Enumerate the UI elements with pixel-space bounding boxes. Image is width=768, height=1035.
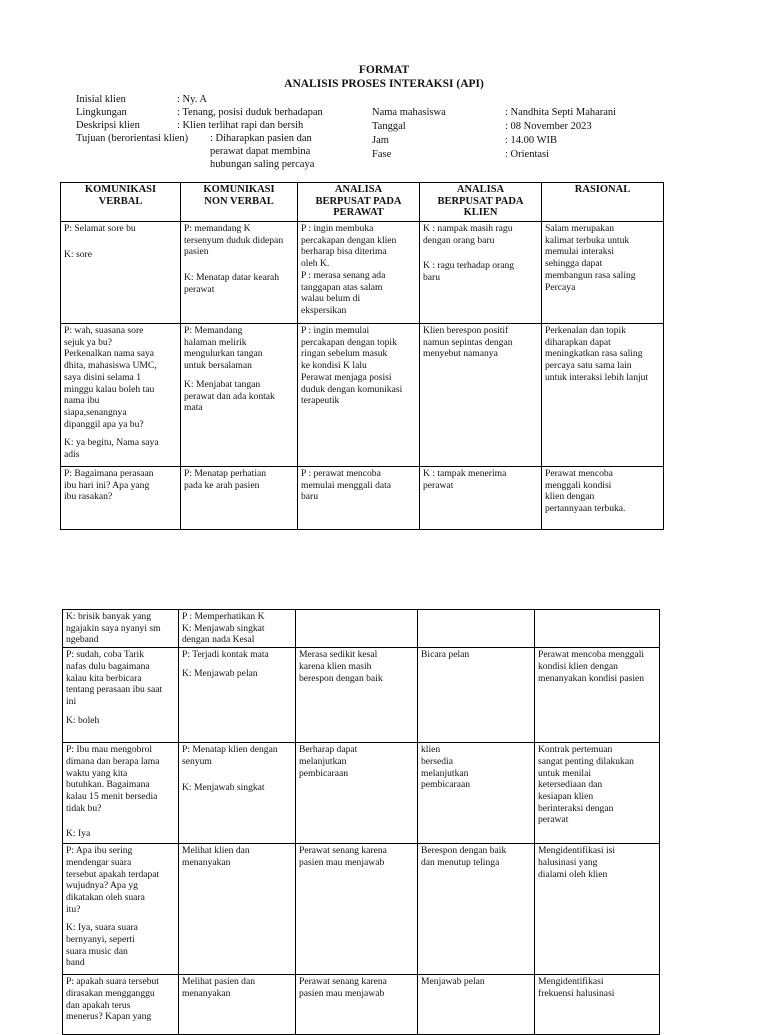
cell-line: nafas dulu bagaimana: [66, 660, 150, 672]
header-analisa-klien: [420, 183, 542, 222]
cell-line: suara music dan: [66, 945, 128, 957]
cell-line: perawat: [423, 479, 454, 491]
cell-line: P: sudah, coba Tarik: [66, 649, 145, 661]
cell-line: P: Apa ibu sering: [66, 845, 133, 857]
cell-verbal: [61, 222, 181, 324]
cell-line: P: Bagaimana perasaan: [64, 468, 154, 479]
cell-line: perawat: [184, 283, 215, 295]
cell-line: Merasa sedikit kesal: [299, 649, 378, 661]
cell-line: untuk menilai: [538, 767, 592, 779]
cell-line: dialami oleh klien: [538, 868, 608, 880]
cell-line: untuk interaksi lebih lanjut: [545, 371, 649, 383]
cell-line: dipanggil apa ya bu?: [64, 418, 144, 430]
cell-analisa-klien: [420, 222, 542, 324]
cell-line: menyebut namanya: [423, 348, 498, 360]
cell-line: P: Menatap perhatian: [184, 468, 267, 479]
header-line: ANALISA: [334, 184, 383, 195]
cell-line: ke kondisi K lalu: [301, 360, 367, 372]
cell-rasional: [535, 844, 660, 975]
cell-line: mendengar suara: [66, 856, 132, 868]
cell-line: perawat dan ada kontak: [184, 390, 275, 402]
cell-line: P : Memperhatikan K: [182, 611, 265, 622]
cell-line: dirasakan mengganggu: [66, 987, 155, 999]
cell-line: itu?: [66, 903, 81, 915]
client-info-value: : Diharapkan pasien dan: [210, 133, 312, 144]
table-row: [61, 324, 664, 467]
cell-line: minggu kalau boleh tau: [64, 383, 155, 395]
cell-line: nama ibu: [64, 395, 100, 407]
cell-line: ketersediaan dan: [538, 779, 603, 791]
header-analisa-perawat: [298, 183, 420, 222]
cell-line: dhita, mahasiswa UMC,: [64, 360, 157, 372]
cell-line: sangat penting dilakukan: [538, 755, 634, 767]
cell-line: klien: [421, 744, 441, 756]
cell-line: klien dengan: [545, 491, 595, 503]
cell-line: memulai interaksi: [545, 246, 615, 258]
cell-line: Menjawab pelan: [421, 976, 485, 988]
cell-line: perawat: [538, 814, 569, 826]
cell-line: pasien mau menjawab: [299, 856, 385, 868]
cell-line: ngeband: [66, 634, 99, 646]
cell-line: K: sore: [64, 248, 92, 260]
cell-line: ini: [66, 695, 77, 707]
cell-line: Mengidentifikasi: [538, 976, 604, 988]
cell-verbal: [61, 324, 181, 467]
cell-analisa-klien: [420, 467, 542, 530]
cell-line: menerus? Kapan yang: [66, 1011, 152, 1023]
cell-nonverbal: [181, 467, 298, 530]
cell-analisa-perawat: [296, 648, 418, 743]
interaction-table-2: [62, 609, 660, 1035]
cell-line: menggali kondisi: [545, 479, 612, 491]
student-info-label: Fase: [372, 149, 392, 160]
cell-line: P: apakah suara tersebut: [66, 976, 159, 988]
client-info-value: : Klien terlihat rapi dan bersih: [177, 120, 304, 131]
cell-rasional: [542, 324, 664, 467]
cell-line: kalau 15 menit bersedia: [66, 790, 158, 802]
cell-nonverbal: [179, 610, 296, 648]
cell-line: P: memandang K: [184, 223, 251, 234]
cell-line: halaman melirik: [184, 336, 247, 348]
table-row: [63, 844, 660, 975]
client-info-label: Lingkungan: [76, 107, 127, 118]
cell-line: Perkenalkan nama saya: [64, 348, 155, 360]
cell-line: dan apakah terus: [66, 999, 131, 1011]
cell-line: dimana dan berapa lama: [66, 755, 160, 767]
cell-nonverbal: [179, 975, 296, 1035]
document-subtitle: ANALISIS PROSES INTERAKSI (API): [284, 78, 484, 90]
cell-line: berespon dengan baik: [299, 672, 383, 684]
interaction-table-1: [60, 182, 664, 530]
cell-line: tidak bu?: [66, 802, 102, 814]
header-line: NON VERBAL: [204, 195, 274, 207]
student-info-value: : Orientasi: [505, 149, 550, 160]
cell-line: Perawat mencoba menggali: [538, 649, 645, 661]
header-line: KLIEN: [463, 207, 498, 219]
cell-rasional: [535, 610, 660, 648]
student-info-label: Tanggal: [372, 121, 406, 132]
cell-verbal: [63, 743, 179, 844]
cell-line: Melihat pasien dan: [182, 976, 255, 988]
cell-analisa-perawat: [298, 222, 420, 324]
header-line: VERBAL: [98, 195, 143, 207]
cell-nonverbal: [181, 222, 298, 324]
cell-line: K: ya begitu, Nama saya: [64, 437, 159, 449]
cell-analisa-klien: [420, 324, 542, 467]
cell-line: ringan sebelum masuk: [301, 348, 388, 360]
cell-rasional: [542, 222, 664, 324]
header-verbal: [61, 183, 181, 222]
cell-line: adis: [64, 449, 80, 461]
cell-nonverbal: [179, 844, 296, 975]
student-info-label: Nama mahasiswa: [372, 107, 446, 118]
cell-analisa-klien: [418, 975, 535, 1035]
paragraph-gap: [184, 258, 294, 272]
cell-line: K: Menjabat tangan: [184, 378, 261, 390]
cell-line: berinteraksi dengan: [538, 802, 614, 814]
cell-line: butuhkan. Bagaimana: [66, 779, 150, 791]
cell-analisa-klien: [418, 610, 535, 648]
cell-line: duduk dengan komunikasi: [301, 383, 403, 395]
cell-line: dengan nada Kesal: [182, 634, 255, 646]
cell-line: Berharap dapat: [299, 744, 358, 756]
cell-line: K : tampak menerima: [423, 468, 507, 479]
cell-line: terapeutik: [301, 395, 340, 407]
table-row: [63, 610, 660, 648]
cell-line: pada ke arah pasien: [184, 479, 260, 491]
cell-line: Perawat senang karena: [299, 976, 387, 988]
cell-line: Bicara pelan: [421, 649, 470, 661]
cell-line: P : merasa senang ada: [301, 269, 386, 281]
cell-line: berharap bisa diterima: [301, 246, 387, 258]
header-rasional: [542, 183, 664, 222]
cell-line: pasien mau menjawab: [299, 987, 385, 999]
cell-verbal: [63, 844, 179, 975]
cell-analisa-klien: [418, 844, 535, 975]
paragraph-gap: [182, 768, 292, 782]
client-info-label: Tujuan (berorientasi klien): [76, 133, 189, 144]
table-row: [61, 222, 664, 324]
cell-rasional: [542, 467, 664, 530]
header-line: RASIONAL: [574, 184, 631, 195]
cell-line: Percaya: [545, 281, 576, 293]
cell-line: menanyakan: [182, 856, 231, 868]
client-info-label: Deskripsi klien: [76, 120, 140, 131]
cell-line: pembicaraan: [421, 779, 471, 791]
cell-rasional: [535, 648, 660, 743]
cell-line: K: brisik banyak yang: [66, 611, 151, 622]
cell-line: wujudnya? Apa yg: [66, 880, 138, 892]
cell-line: kalau kita berbicara: [66, 672, 142, 684]
cell-line: dikatakan oleh suara: [66, 891, 145, 903]
cell-line: kesiapan klien: [538, 790, 594, 802]
cell-line: Berespon dengan baik: [421, 845, 507, 857]
cell-line: P: Selamat sore bu: [64, 223, 136, 234]
cell-line: P: Ibu mau mengobrol: [66, 744, 153, 756]
header-line: KOMUNIKASI: [84, 184, 157, 195]
cell-line: percakapan dengan topik: [301, 336, 397, 348]
cell-line: ibu rasakan?: [64, 491, 113, 503]
student-info-value: : 14.00 WIB: [505, 135, 558, 146]
cell-line: meningkatkan rasa saling: [545, 348, 643, 360]
cell-line: pertannyaan terbuka.: [545, 503, 626, 515]
cell-line: menanyakan kondisi pasien: [538, 672, 645, 684]
cell-line: P: Memandang: [184, 325, 243, 336]
cell-line: baru: [423, 272, 441, 284]
client-goal-line: hubungan saling percaya: [210, 159, 315, 170]
cell-analisa-klien: [418, 743, 535, 844]
cell-line: K: Menatap datar kearah: [184, 272, 280, 284]
table-row: [63, 648, 660, 743]
cell-line: ekspersikan: [301, 304, 347, 316]
cell-line: K: Menjawab singkat: [182, 781, 265, 793]
paragraph-gap: [184, 372, 294, 379]
table-row: [63, 743, 660, 844]
cell-line: K: Iya: [66, 828, 91, 840]
cell-line: kalimat terbuka untuk: [545, 234, 630, 246]
cell-nonverbal: [181, 324, 298, 467]
cell-rasional: [535, 975, 660, 1035]
cell-line: K: Menjawab singkat: [182, 622, 265, 634]
cell-line: tentang perasaan ibu saat: [66, 684, 163, 696]
cell-line: saya disini selama 1: [64, 371, 141, 383]
paragraph-gap: [423, 246, 538, 260]
paragraph-gap: [182, 661, 292, 668]
cell-line: senyum: [182, 755, 212, 767]
cell-line: sehingga dapat: [545, 258, 603, 270]
cell-analisa-perawat: [296, 844, 418, 975]
header-line: KOMUNIKASI: [203, 184, 275, 195]
header-line: BERPUSAT PADA: [437, 195, 524, 207]
cell-line: ibu hari ini? Apa yang: [64, 479, 150, 491]
student-info-label: Jam: [372, 135, 389, 146]
cell-line: Perawat menjaga posisi: [301, 371, 392, 383]
cell-line: diharapkan dapat: [545, 336, 611, 348]
client-info-value: : Tenang, posisi duduk berhadapan: [177, 107, 323, 118]
cell-analisa-perawat: [296, 743, 418, 844]
cell-line: halusinasi yang: [538, 856, 598, 868]
document-title: FORMAT: [358, 64, 410, 76]
cell-line: dan menutup telinga: [421, 856, 500, 868]
cell-line: menanyakan: [182, 987, 231, 999]
cell-analisa-perawat: [296, 610, 418, 648]
cell-line: ngajakin saya nyanyi sm: [66, 622, 161, 634]
cell-line: percakapan dengan klien: [301, 234, 397, 246]
cell-line: percaya satu sama lain: [545, 360, 632, 372]
cell-line: melanjutkan: [421, 767, 469, 779]
cell-line: mata: [184, 402, 203, 414]
paragraph-gap: [64, 235, 177, 249]
paragraph-gap: [66, 708, 175, 715]
cell-line: P: wah, suasana sore: [64, 325, 144, 336]
header-nonverbal: [181, 183, 298, 222]
client-info-value: : Ny. A: [177, 94, 207, 105]
cell-line: K: Iya, suara suara: [66, 922, 138, 934]
paragraph-gap: [64, 430, 177, 437]
cell-verbal: [63, 610, 179, 648]
paragraph-gap: [66, 814, 175, 828]
cell-line: namun sepintas dengan: [423, 336, 513, 348]
client-info-label: Inisial klien: [76, 94, 126, 105]
cell-line: tanggapan atas salam: [301, 281, 383, 293]
cell-line: Melihat klien dan: [182, 845, 250, 857]
cell-nonverbal: [179, 743, 296, 844]
cell-line: dengan orang baru: [423, 234, 495, 246]
cell-line: Klien berespon positif: [423, 325, 509, 336]
cell-verbal: [61, 467, 181, 530]
header-line: ANALISA: [456, 184, 505, 195]
cell-line: P: Terjadi kontak mata: [182, 649, 269, 661]
cell-line: K: boleh: [66, 714, 100, 726]
header-line: BERPUSAT PADA: [315, 195, 402, 207]
cell-line: Mengidentifikasi isi: [538, 845, 616, 857]
cell-analisa-klien: [418, 648, 535, 743]
cell-line: Perawat senang karena: [299, 845, 387, 857]
cell-analisa-perawat: [298, 324, 420, 467]
cell-line: baru: [301, 491, 319, 503]
cell-analisa-perawat: [298, 467, 420, 530]
cell-line: bersedia: [421, 755, 453, 767]
cell-line: sejuk ya bu?: [64, 336, 112, 348]
cell-line: oleh K.: [301, 258, 330, 270]
cell-rasional: [535, 743, 660, 844]
cell-line: melanjutkan: [299, 755, 347, 767]
table-row: [63, 975, 660, 1035]
cell-verbal: [63, 975, 179, 1035]
paragraph-gap: [66, 915, 175, 922]
cell-line: K : ragu terhadap orang: [423, 260, 515, 272]
student-info-value: : Nandhita Septi Maharani: [505, 107, 617, 118]
cell-line: P : ingin membuka: [301, 223, 374, 234]
cell-line: pembicaraan: [299, 767, 349, 779]
cell-analisa-perawat: [296, 975, 418, 1035]
cell-line: siapa,senangnya: [64, 406, 127, 418]
cell-line: bernyanyi, seperti: [66, 934, 135, 946]
cell-line: Kontrak pertemuan: [538, 744, 613, 756]
cell-line: Perkenalan dan topik: [545, 325, 626, 336]
cell-line: Perawat mencoba: [545, 468, 613, 479]
cell-line: walau belum di: [301, 293, 361, 305]
table-header-row: [61, 183, 664, 222]
cell-line: K : nampak masih ragu: [423, 223, 513, 234]
cell-line: P: Menatap klien dengan: [182, 744, 278, 756]
header-line: PERAWAT: [333, 207, 384, 219]
cell-line: frekuensi halusinasi: [538, 987, 615, 999]
student-info-value: : 08 November 2023: [505, 121, 592, 132]
cell-line: memulai menggali data: [301, 479, 392, 491]
cell-verbal: [63, 648, 179, 743]
client-goal-line: perawat dapat membina: [210, 146, 311, 157]
cell-line: tersebut apakah terdapat: [66, 868, 160, 880]
cell-line: karena klien masih: [299, 660, 372, 672]
table-row: [61, 467, 664, 530]
cell-line: waktu yang kita: [66, 767, 128, 779]
cell-line: mengulurkan tangan: [184, 348, 263, 360]
cell-line: tersenyum duduk didepan: [184, 234, 284, 246]
cell-nonverbal: [179, 648, 296, 743]
cell-line: kondisi klien dengan: [538, 660, 618, 672]
cell-line: band: [66, 957, 85, 969]
cell-line: K: Menjawab pelan: [182, 667, 258, 679]
cell-line: untuk bersalaman: [184, 360, 252, 372]
cell-line: P : ingin memulai: [301, 325, 370, 336]
cell-line: pasien: [184, 246, 209, 258]
cell-line: P : perawat mencoba: [301, 468, 381, 479]
cell-line: Salam merupakan: [545, 223, 614, 234]
cell-line: membangun rasa saling: [545, 269, 636, 281]
